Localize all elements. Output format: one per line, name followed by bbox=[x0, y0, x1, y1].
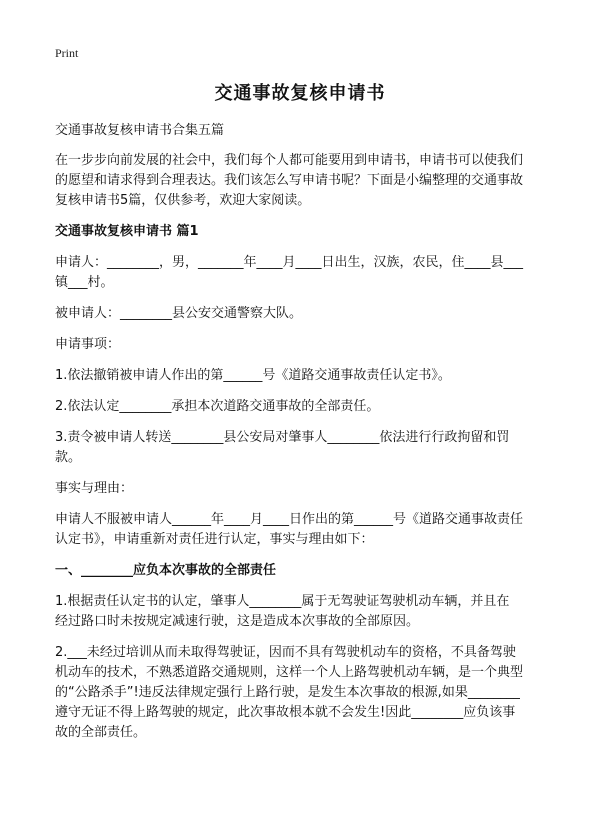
body-line: 镇___村。 bbox=[55, 275, 114, 290]
body-line: 2.依法认定________承担本次道路交通事故的全部责任。 bbox=[55, 399, 380, 414]
body-line: 被申请人：________县公安交通警察大队。 bbox=[55, 306, 303, 321]
body-line: 款。 bbox=[55, 450, 82, 465]
body-line: 经过路口时未按规定减速行驶，这是造成本次事故的全部原因。 bbox=[55, 614, 420, 629]
intro-line: 的愿望和请求得到合理表达。我们该怎么写申请书呢？下面是小编整理的交通事故 bbox=[55, 173, 524, 188]
subtitle: 交通事故复核申请书合集五篇 bbox=[55, 123, 225, 138]
body-line: 申请事项： bbox=[55, 337, 121, 352]
body-line: 机动车的技术，不熟悉道路交通规则，这样一个人上路驾驶机动车辆，是一个典型 bbox=[55, 665, 524, 680]
body-line: 申请人不服被申请人______年____月____日作出的第______号《道路交通事故责任 bbox=[55, 512, 524, 527]
body-line: 1.根据责任认定书的认定，肇事人________属于无驾驶证驾驶机动车辆，并且在 bbox=[55, 594, 510, 609]
print-link[interactable]: Print bbox=[55, 46, 79, 60]
body-line: 的“公路杀手”!违反法律规定强行上路行驶，是发生本次事故的根源,如果________ bbox=[55, 685, 520, 700]
body-line: 2.___未经过培训从而未取得驾驶证，因而不具有驾驶机动车的资格，不具备驾驶 bbox=[55, 645, 516, 660]
intro-line: 复核申请书5篇，仅供参考，欢迎大家阅读。 bbox=[55, 193, 311, 208]
body-line: 3.责令被申请人转送________县公安局对肇事人________依法进行行政拘留和罚 bbox=[55, 430, 510, 445]
section-heading: 一、________应负本次事故的全部责任 bbox=[55, 563, 277, 578]
document-title: 交通事故复核申请书 bbox=[214, 83, 386, 104]
intro-line: 在一步步向前发展的社会中，我们每个人都可能要用到申请书，申请书可以使我们 bbox=[55, 153, 524, 168]
body-line: 故的全部责任。 bbox=[55, 725, 147, 740]
body-line: 申请人：________，男，_______年____月____日出生，汉族，农民，住____县___ bbox=[55, 255, 524, 270]
body-line: 遵守无证不得上路驾驶的规定，此次事故根本就不会发生!因此________应负该事 bbox=[55, 705, 516, 720]
body-line: 事实与理由： bbox=[55, 481, 134, 496]
body-line: 认定书》，申请重新对责任进行认定，事实与理由如下： bbox=[55, 532, 374, 547]
section-heading: 交通事故复核申请书 篇1 bbox=[55, 224, 199, 239]
body-line: 1.依法撤销被申请人作出的第______号《道路交通事故责任认定书》。 bbox=[55, 368, 451, 383]
